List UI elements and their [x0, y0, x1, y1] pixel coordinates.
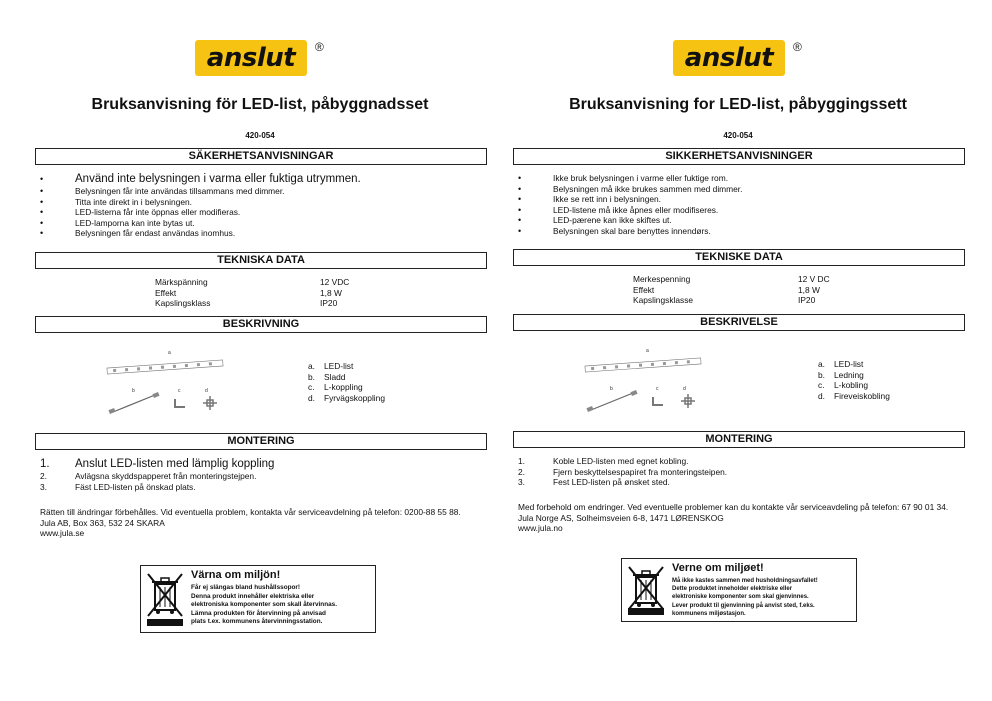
figure-label-c: c: [656, 386, 659, 392]
brand-name: anslut: [206, 43, 296, 73]
environment-text: Får ej slängas bland hushållssopor! Denna produkt innehåller elektriska eller elektroniska komponenter som skall återvinnas. Lämna produkten för återvinning på anvisad plats t.ex. kommunens återvinningsstation.: [191, 584, 337, 626]
spec-row: Merkespenning 12 V DC: [633, 274, 830, 284]
section-heading-tech: TEKNISKE DATA: [513, 249, 965, 266]
environment-notice: [621, 558, 857, 622]
section-heading-mounting: MONTERING: [35, 433, 487, 450]
parts-legend: [308, 361, 385, 403]
legend-item: a. LED-list: [818, 359, 864, 369]
spec-row: Kapslingsklass IP20: [155, 298, 338, 309]
safety-item: • LED-listene må ikke åpnes eller modifiseres.: [518, 205, 958, 216]
mounting-step: 3. Fest LED-listen på ønsket sted.: [518, 477, 670, 488]
section-heading-description: BESKRIVNING: [35, 316, 487, 333]
led-strip-icon: [585, 358, 701, 372]
website-link[interactable]: www.jula.no: [518, 523, 563, 534]
figure-label-c: c: [178, 388, 181, 394]
mounting-step: 2. Avlägsna skyddspapperet från monteringstejpen.: [40, 471, 257, 481]
tech-specs: [155, 277, 485, 309]
contact-info: [40, 507, 480, 539]
legend-item: b. Sladd: [308, 371, 346, 382]
weee-bar: [628, 608, 664, 615]
safety-item: • Titta inte direkt in i belysningen.: [40, 197, 480, 208]
mounting-steps: [40, 458, 480, 492]
safety-item: • LED-lamporna kan inte bytas ut.: [40, 218, 480, 229]
environment-title: Verne om miljøet!: [672, 562, 764, 574]
mounting-step: 1. Koble LED-listen med egnet kobling.: [518, 456, 689, 466]
website-link[interactable]: www.jula.se: [40, 528, 85, 539]
manual-swedish: [30, 0, 490, 701]
safety-item: • LED-pærene kan ikke skiftes ut.: [518, 215, 958, 226]
company-address: Jula AB, Box 363, 532 24 SKARA: [40, 517, 165, 528]
legend-item: c. L-koppling: [308, 382, 363, 393]
safety-item: • Belysningen skal bare benyttes innendørs.: [518, 226, 958, 237]
safety-item: • Ikke bruk belysningen i varme eller fuktige rom.: [518, 173, 958, 184]
spec-row: Kapslingsklasse IP20: [633, 295, 816, 306]
spec-row: Effekt 1,8 W: [155, 287, 342, 298]
legend-item: b. Ledning: [818, 369, 864, 380]
manual-norwegian: [508, 0, 968, 701]
product-illustration: [105, 347, 235, 417]
tech-specs: [633, 274, 963, 306]
legend-item: d. Fireveiskobling: [818, 390, 890, 401]
four-way-connector-icon: [203, 396, 217, 410]
spec-row: Märkspänning 12 VDC: [155, 277, 350, 287]
safety-list: [518, 173, 958, 237]
registered-mark: ®: [793, 40, 802, 54]
page-title: Bruksanvisning for LED-list, påbyggingssett: [569, 96, 907, 113]
figure-label-b: b: [610, 386, 613, 392]
safety-item: • Belysningen må ikke brukes sammen med dimmer.: [518, 184, 958, 195]
section-heading-description: BESKRIVELSE: [513, 314, 965, 331]
section-heading-safety: SÄKERHETSANVISNINGAR: [35, 148, 487, 165]
crossed-out-bin-icon: [626, 563, 666, 613]
section-heading-mounting: MONTERING: [513, 431, 965, 448]
registered-mark: ®: [315, 40, 324, 54]
environment-text: Må ikke kastes sammen med husholdningsavfallet! Dette produktet inneholder elektriske eller elektroniske komponenter som skal gjenvinnes. Lever produkt til gjenvinning på anvist sted, f.eks. kommunens miljøstasjon.: [672, 578, 818, 617]
section-heading-safety: SIKKERHETSANVISNINGER: [513, 148, 965, 165]
service-notice: Rätten till ändringar förbehålles. Vid eventuella problem, kontakta vår serviceavdelning på telefon: 0200-88 55 88.: [40, 507, 461, 517]
weee-bar: [147, 619, 183, 626]
safety-item: • Använd inte belysningen i varma eller fuktiga utrymmen.: [40, 173, 480, 186]
environment-notice: [140, 565, 376, 633]
cable-icon: [586, 390, 637, 412]
figure-label-d: d: [683, 386, 686, 392]
mounting-steps: [518, 456, 958, 488]
article-number: 420-054: [245, 131, 275, 140]
page-title: Bruksanvisning för LED-list, påbyggnadsset: [91, 96, 429, 113]
article-number: 420-054: [723, 131, 753, 140]
l-connector-icon: [653, 397, 663, 405]
contact-info: [518, 502, 958, 534]
service-notice: Med forbehold om endringer. Ved eventuelle problemer kan du kontakte vår serviceavdeling på telefon: 67 90 01 34.: [518, 502, 949, 512]
figure-label-a: a: [168, 350, 171, 356]
section-heading-tech: TEKNISKA DATA: [35, 252, 487, 269]
legend-item: d. Fyrvägskoppling: [308, 392, 385, 403]
mounting-step: 3. Fäst LED-listen på önskad plats.: [40, 481, 196, 492]
environment-title: Värna om miljön!: [191, 569, 281, 581]
legend-item: c. L-kobling: [818, 380, 868, 391]
cable-icon: [108, 392, 159, 414]
brand-name: anslut: [684, 43, 774, 73]
brand-logo: [195, 40, 335, 80]
safety-item: • Belysningen får endast användas inomhus.: [40, 228, 480, 239]
company-address: Jula Norge AS, Solheimsveien 6-8, 1471 LØRENSKOG: [518, 512, 724, 523]
four-way-connector-icon: [681, 394, 695, 408]
figure-label-a: a: [646, 348, 649, 354]
safety-item: • Ikke se rett inn i belysningen.: [518, 194, 958, 205]
led-strip-icon: [107, 360, 223, 374]
brand-logo: [673, 40, 813, 80]
figure-label-b: b: [132, 388, 135, 394]
parts-legend: [818, 359, 890, 401]
product-illustration: [583, 345, 713, 415]
legend-item: a. LED-list: [308, 361, 354, 371]
mounting-step: 2. Fjern beskyttelsespapiret fra monteringsteipen.: [518, 466, 728, 477]
mounting-step: 1. Anslut LED-listen med lämplig koppling: [40, 458, 275, 470]
crossed-out-bin-icon: [145, 570, 185, 620]
spec-row: Effekt 1,8 W: [633, 284, 820, 295]
figure-label-d: d: [205, 388, 208, 394]
safety-item: • Belysningen får inte användas tillsammans med dimmer.: [40, 186, 480, 197]
safety-item: • LED-listerna får inte öppnas eller modifieras.: [40, 207, 480, 218]
safety-list: [40, 173, 480, 239]
l-connector-icon: [175, 399, 185, 407]
